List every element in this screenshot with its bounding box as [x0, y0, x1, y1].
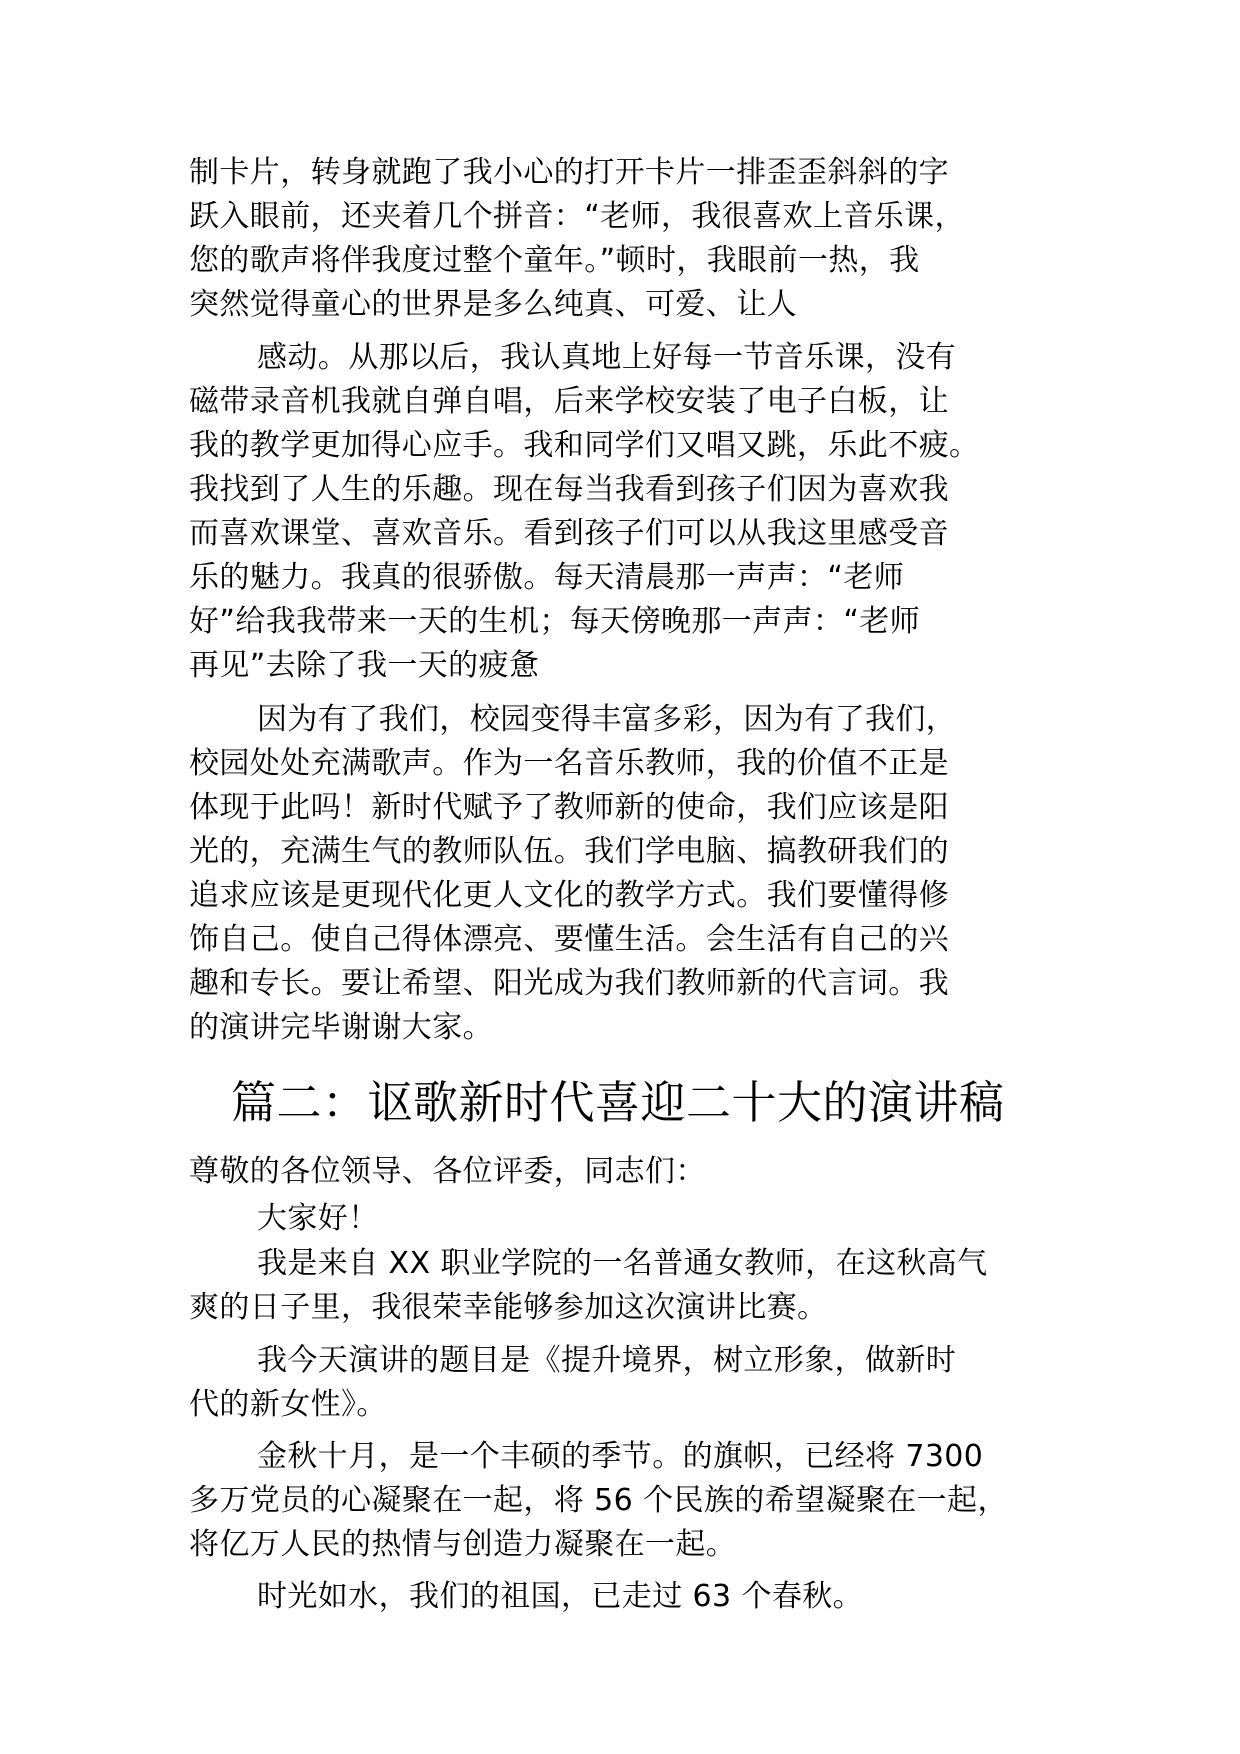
text-line: 而喜欢课堂、喜欢音乐。看到孩子们可以从我这里感受音: [189, 516, 949, 551]
text-line: 校园处处充满歌声。作为一名音乐教师，我的价值不正是: [189, 746, 949, 781]
text-line: 饰自己。使自己得体漂亮、要懂生活。会生活有自己的兴: [189, 922, 949, 957]
text-line: 制卡片，转身就跑了我小心的打开卡片一排歪歪斜斜的字: [189, 155, 949, 190]
text-line: 跃入眼前，还夹着几个拼音：“老师，我很喜欢上音乐课，: [189, 199, 965, 234]
paragraph-start-line: 时光如水，我们的祖国，已走过 63 个春秋。: [257, 1579, 864, 1614]
text-line: 我的教学更加得心应手。我和同学们又唱又跳，乐此不疲。: [189, 428, 980, 463]
text-line: 代的新女性》。: [189, 1387, 387, 1422]
text-line: 体现于此吗！新时代赋予了教师新的使命，我们应该是阳: [189, 790, 949, 825]
text-line: 的演讲完毕谢谢大家。: [189, 1010, 493, 1045]
paragraph-start-line: 我今天演讲的题目是《提升境界，树立形象，做新时: [257, 1343, 957, 1378]
text-line: 尊敬的各位领导、各位评委，同志们：: [189, 1154, 706, 1189]
paragraph-start-line: 大家好！: [257, 1201, 379, 1236]
paragraph-start-line: 因为有了我们，校园变得丰富多彩，因为有了我们，: [257, 702, 957, 737]
text-line: 您的歌声将伴我度过整个童年。”顿时，我眼前一热，我: [189, 243, 920, 278]
paragraph-start-line: 金秋十月，是一个丰硕的季节。的旗帜，已经将 7300: [257, 1439, 984, 1474]
paragraph-start-line: 感动。从那以后，我认真地上好每一节音乐课，没有: [257, 340, 957, 375]
text-line: 我找到了人生的乐趣。现在每当我看到孩子们因为喜欢我: [189, 472, 949, 507]
text-line: 将亿万人民的热情与创造力凝聚在一起。: [189, 1527, 737, 1562]
text-line: 再见”去除了我一天的疲惫: [189, 648, 540, 683]
text-line: 多万党员的心凝聚在一起，将 56 个民族的希望凝聚在一起，: [189, 1483, 1008, 1518]
text-line: 追求应该是更现代化更人文化的教学方式。我们要懂得修: [189, 878, 949, 913]
text-line: 爽的日子里，我很荣幸能够参加这次演讲比赛。: [189, 1290, 828, 1325]
text-line: 好”给我我带来一天的生机；每天傍晚那一声声：“老师: [189, 604, 921, 639]
text-line: 磁带录音机我就自弹自唱，后来学校安装了电子白板，让: [189, 384, 949, 419]
section-heading: 篇二：讴歌新时代喜迎二十大的演讲稿: [231, 1076, 1005, 1129]
paragraph-start-line: 我是来自 XX 职业学院的一名普通女教师，在这秋高气: [257, 1246, 988, 1281]
text-line: 突然觉得童心的世界是多么纯真、可爱、让人: [189, 287, 797, 322]
text-line: 趣和专长。要让希望、阳光成为我们教师新的代言词。我: [189, 966, 949, 1001]
text-line: 乐的魅力。我真的很骄傲。每天清晨那一声声：“老师: [189, 560, 905, 595]
text-line: 光的，充满生气的教师队伍。我们学电脑、搞教研我们的: [189, 834, 949, 869]
